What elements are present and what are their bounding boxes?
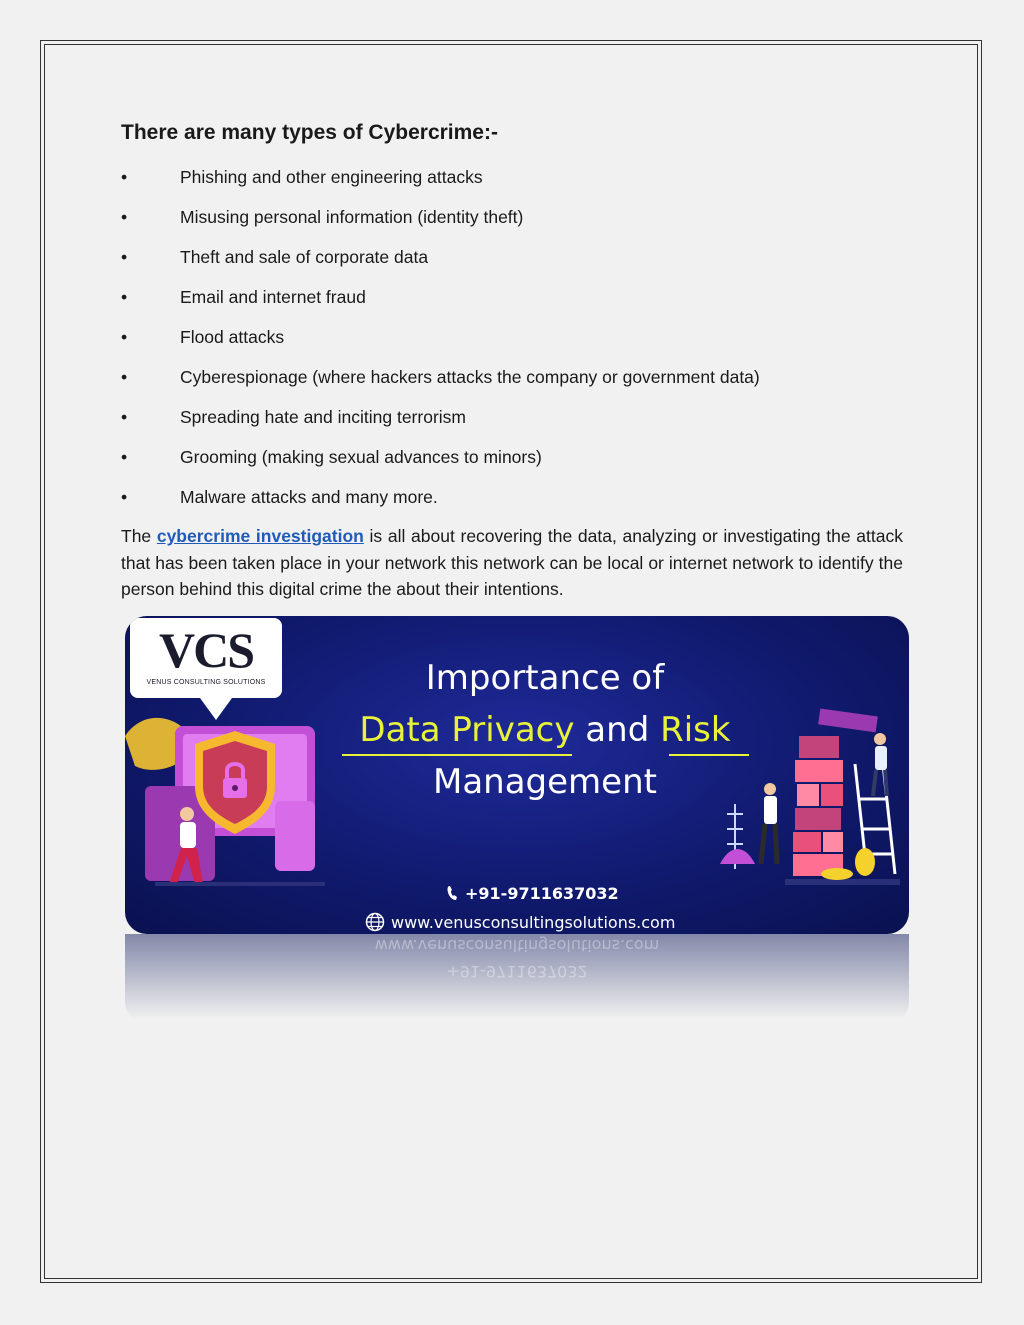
list-item	[121, 485, 921, 525]
bullet-icon: •	[121, 287, 128, 307]
reflection-phone: +91-9711637032	[446, 962, 588, 981]
banner-title-line1: Importance of	[425, 658, 665, 698]
banner-title-line2	[305, 710, 785, 750]
bullet-icon: •	[121, 207, 128, 227]
data-privacy-underline	[342, 754, 572, 756]
list-item-text: Theft and sale of corporate data	[180, 247, 429, 267]
highlight-data-privacy: Data Privacy	[359, 710, 575, 750]
list-item	[121, 285, 921, 325]
bullet-icon: •	[121, 367, 128, 387]
list-item-text: Spreading hate and inciting terrorism	[180, 407, 466, 427]
website-url: www.venusconsultingsolutions.com	[391, 913, 676, 932]
bullet-icon: •	[121, 247, 128, 267]
highlight-risk: Risk	[660, 710, 731, 750]
cybercrime-investigation-link[interactable]: cybercrime investigation	[156, 526, 364, 546]
data-privacy-banner	[125, 616, 909, 934]
list-item-text: Phishing and other engineering attacks	[180, 167, 483, 187]
vcs-logo-subtitle: VENUS CONSULTING SOLUTIONS	[146, 679, 266, 686]
banner-title-line3: Management	[433, 762, 657, 802]
bullet-icon: •	[121, 447, 128, 467]
list-item	[121, 365, 921, 405]
list-item-text: Cyberespionage (where hackers attacks the company or government data)	[180, 367, 760, 387]
speech-bubble-tail	[200, 698, 232, 720]
section-heading: There are many types of Cybercrime:-	[121, 121, 498, 144]
list-item-text: Malware attacks and many more.	[180, 487, 438, 507]
vcs-logo-mark: VCS	[158, 622, 254, 678]
banner-phone	[445, 884, 619, 903]
list-item	[121, 165, 921, 205]
risk-blocks-illustration	[715, 704, 905, 894]
list-item-text: Flood attacks	[180, 327, 285, 347]
banner-website	[365, 912, 675, 932]
list-item	[121, 245, 921, 285]
paragraph-text-rest: is all about recovering the data, analyzing or investigating the attack that has been taken place in your network this network can be local or internet network to identify the person behind this digital crime the about their intentions.	[121, 526, 903, 599]
bullet-icon: •	[121, 167, 128, 187]
bullet-icon: •	[121, 407, 128, 427]
list-item-text: Email and internet fraud	[180, 287, 366, 307]
phone-number: +91-9711637032	[465, 884, 619, 903]
banner-and-text: and	[574, 710, 661, 750]
paragraph-text-start: The	[121, 526, 157, 546]
investigation-paragraph	[121, 523, 903, 603]
list-item	[121, 325, 921, 365]
list-item-text: Grooming (making sexual advances to minors)	[180, 447, 542, 467]
phone-icon	[445, 885, 461, 901]
list-item	[121, 445, 921, 485]
globe-icon	[365, 912, 385, 932]
cybercrime-types-list	[121, 165, 921, 525]
list-item	[121, 205, 921, 245]
list-item-text: Misusing personal information (identity theft)	[180, 207, 524, 227]
vcs-logo	[130, 618, 282, 698]
list-item	[121, 405, 921, 445]
bullet-icon: •	[121, 487, 128, 507]
reflection-website: www.venusconsultingsolutions.com	[374, 936, 660, 955]
security-illustration	[125, 706, 335, 906]
bullet-icon: •	[121, 327, 128, 347]
banner-reflection	[125, 934, 909, 1024]
